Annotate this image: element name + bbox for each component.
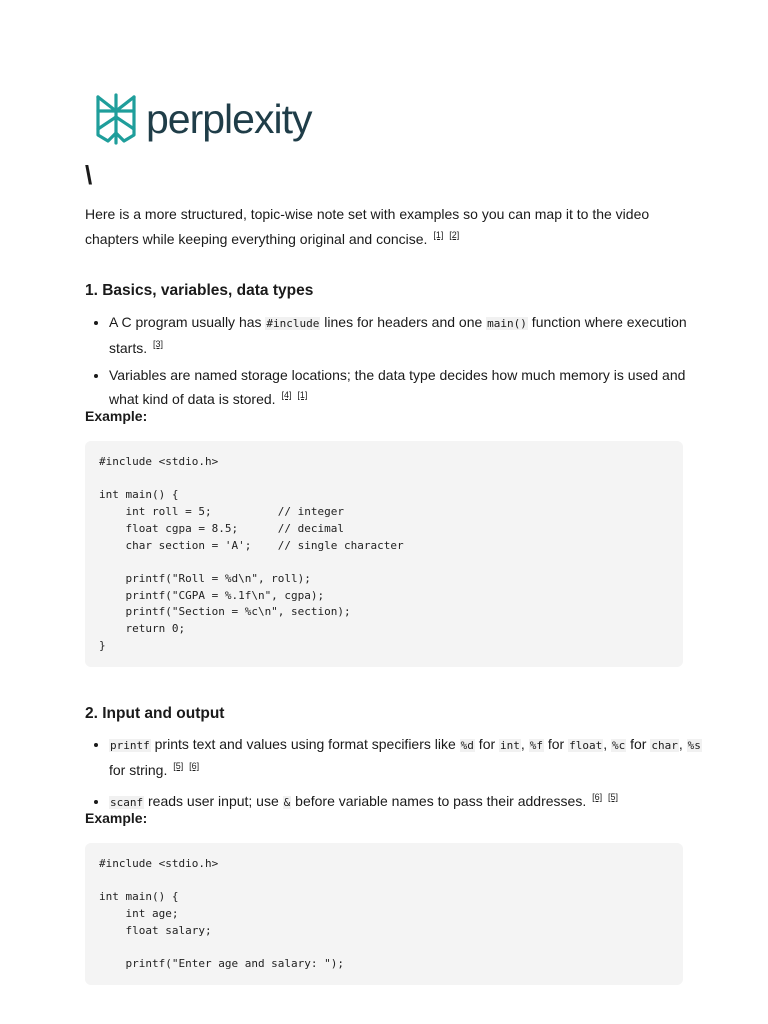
inline-code: %c [611,739,626,752]
example-label: Example: [85,810,148,826]
citation-link[interactable]: [6] [189,761,200,771]
perplexity-logo [94,93,311,145]
bullet-text: function where execution starts. [109,314,687,356]
inline-code: %f [529,739,543,752]
citation-link[interactable]: [3] [153,339,164,349]
bullet-text: Variables are named storage locations; the data type decides how much memory is used and what kind of data is stored. [109,367,686,407]
bullet-text: for string. [109,762,168,778]
list-item [109,787,707,813]
inline-code: int [500,739,520,752]
bullet-text: A C program usually has [109,314,266,330]
citation-link[interactable]: [5] [173,761,184,771]
section1-bullet-list [85,312,707,416]
bullet-text: before variable names to pass their addresses. [291,793,587,809]
inline-code: main() [487,317,527,330]
bullet-text: , [678,736,683,752]
code-content: #include <stdio.h> int main() { int age; float salary; printf("Enter age and salary: "); [99,857,345,971]
bullet-text: for [543,736,569,752]
inline-code: scanf [110,796,144,809]
section-heading-io: 2. Input and output [85,705,225,722]
citation-link[interactable]: [4] [281,390,292,400]
list-item [109,365,707,409]
inline-code: #include [266,317,320,330]
citation-link[interactable]: [5] [608,792,619,802]
inline-code: float [569,739,603,752]
bullet-text: lines for headers and one [320,314,487,330]
intro-text: Here is a more structured, topic-wise note set with examples so you can map it to the video chapters while keeping everything original and concise. [85,206,650,247]
bullet-text: for [474,736,500,752]
inline-code: char [651,739,678,752]
bullet-text: , [603,736,611,752]
list-item [109,312,707,358]
code-block [85,843,683,985]
perplexity-logo-icon [94,93,138,145]
citation-link[interactable]: [1] [297,390,308,400]
example-label: Example: [85,408,148,424]
section-heading-basics: 1. Basics, variables, data types [85,282,314,299]
logo-wordmark: perplexity [146,95,312,142]
bullet-text: prints text and values using format specifiers like [150,736,460,752]
stray-backslash: \ [85,160,93,190]
code-content: #include <stdio.h> int main() { int roll = 5; // integer float cgpa = 8.5; // decimal char section = 'A'; // single character printf("Roll = %d\n", roll); printf("CGPA = %.1f\n", cgpa); printf("Section = %c\n", section); return 0; } [99,455,404,652]
bullet-text: , [520,736,529,752]
code-block [85,441,683,667]
section2-bullet-list [85,734,707,820]
inline-code: printf [110,739,150,752]
intro-paragraph [85,204,685,250]
inline-code: & [283,796,291,809]
inline-code: %s [687,739,701,752]
bullet-text: for [626,736,651,752]
bullet-text: reads user input; use [144,793,283,809]
inline-code: %d [460,739,474,752]
list-item [109,734,707,780]
citation-link[interactable]: [2] [449,230,460,240]
citation-link[interactable]: [6] [592,792,603,802]
citation-link[interactable]: [1] [433,230,444,240]
